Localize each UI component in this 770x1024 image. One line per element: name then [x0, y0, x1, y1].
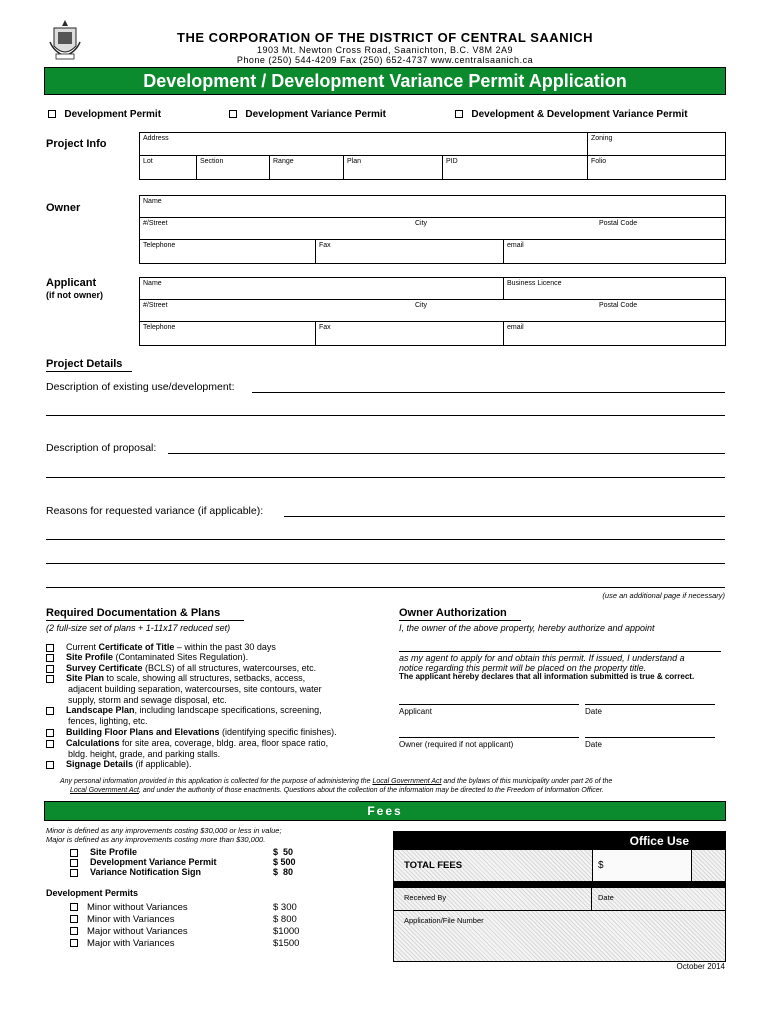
office-use-panel [393, 831, 726, 962]
fee-item[interactable] [70, 847, 137, 857]
authorization-line-4: The applicant hereby declares that all information submitted is true & correct. [399, 672, 695, 681]
fee-item-price: $ 500 [273, 857, 296, 867]
page-title: Development / Development Variance Permit Application [143, 71, 627, 91]
checkbox[interactable] [70, 869, 78, 877]
fee-item-label: Variance Notification Sign [90, 867, 202, 877]
pid-field[interactable]: PID [446, 158, 458, 165]
checkbox[interactable] [46, 654, 54, 662]
fee-item-price: $ 50 [273, 847, 294, 857]
applicant-fax-field[interactable]: Fax [319, 324, 331, 331]
existing-use-line[interactable] [252, 392, 725, 393]
required-doc-item[interactable]: Landscape Plan, including landscape specifications, screening, [46, 705, 322, 715]
owner-telephone-field[interactable]: Telephone [143, 242, 176, 249]
office-use-heading: Office Use [629, 834, 689, 848]
applicant-postal-field[interactable]: Postal Code [599, 302, 638, 309]
checkbox[interactable] [46, 675, 54, 683]
development-permit-price: $ 800 [273, 914, 297, 925]
owner-authorization-heading: Owner Authorization [399, 607, 507, 619]
development-permit-price: $ 300 [273, 902, 297, 913]
applicant-signature-label: Applicant [399, 707, 432, 716]
checkbox[interactable] [46, 644, 54, 652]
agent-name-line[interactable] [399, 651, 721, 652]
total-fees-field[interactable] [592, 850, 692, 881]
applicant-date-label: Date [585, 707, 602, 716]
fees-heading: Fees [367, 804, 403, 818]
checkbox[interactable] [70, 927, 78, 935]
existing-use-line-2[interactable] [46, 415, 725, 416]
received-date-label: Date [598, 893, 614, 902]
required-doc-item[interactable]: Signage Details (if applicable). [46, 759, 192, 769]
owner-date-line[interactable] [585, 737, 715, 738]
development-permit-price: $1500 [273, 938, 300, 949]
landscape-cont: fences, lighting, etc. [68, 716, 148, 726]
owner-name-field[interactable]: Name [143, 198, 162, 205]
existing-use-label: Description of existing use/development: [46, 381, 235, 393]
checkbox[interactable] [229, 110, 237, 118]
authorization-line-1: I, the owner of the above property, hereby authorize and appoint [399, 623, 655, 633]
required-docs-heading: Required Documentation & Plans [46, 607, 221, 619]
lot-field[interactable]: Lot [143, 158, 153, 165]
permit-option-label: Development Permit [64, 109, 162, 120]
required-doc-item[interactable]: Site Profile (Contaminated Sites Regulation). [46, 652, 248, 662]
checkbox[interactable] [70, 903, 78, 911]
owner-signature-label: Owner (required if not applicant) [399, 740, 514, 749]
owner-email-field[interactable]: email [507, 242, 524, 249]
development-permit-label: Minor with Variances [87, 914, 175, 925]
proposal-line[interactable] [168, 453, 725, 454]
organization-name: THE CORPORATION OF THE DISTRICT OF CENTRAL SAANICH [177, 30, 593, 45]
checkbox[interactable] [46, 729, 54, 737]
owner-date-label: Date [585, 740, 602, 749]
privacy-notice-line-1: Any personal information provided in this application is collected for the purpose of administering the Local Government Act and the bylaws of this municipality under part 26 of the [60, 778, 613, 785]
application-number-label: Application/File Number [404, 916, 484, 925]
project-info-grid [139, 132, 726, 180]
owner-signature-line[interactable] [399, 737, 579, 738]
permit-option-label: Development & Development Variance Permit [471, 109, 688, 120]
proposal-line-2[interactable] [46, 477, 725, 478]
calc-cont: bldg. height, grade, and parking stalls. [68, 749, 221, 759]
checkbox[interactable] [46, 761, 54, 769]
organization-contact: Phone (250) 544-4209 Fax (250) 652-4737 www.centralsaanich.ca [236, 55, 534, 65]
form-date: October 2014 [676, 962, 725, 971]
section-field[interactable]: Section [200, 158, 224, 165]
site-plan-cont-2: supply, storm and sewage disposal, etc. [68, 695, 227, 705]
owner-fax-field[interactable]: Fax [319, 242, 331, 249]
office-use-header [394, 832, 725, 850]
applicant-date-line[interactable] [585, 704, 715, 705]
required-doc-item[interactable]: Survey Certificate (BCLS) of all structures, watercourses, etc. [46, 663, 316, 673]
required-doc-item[interactable]: Building Floor Plans and Elevations (identifying specific finishes). [46, 727, 337, 737]
permit-option-variance[interactable] [229, 109, 386, 120]
development-permit-fee-item[interactable] [70, 926, 188, 937]
range-field[interactable]: Range [273, 158, 294, 165]
variance-line[interactable] [284, 516, 725, 517]
development-permit-price: $1000 [273, 926, 300, 937]
zoning-field[interactable]: Zoning [591, 135, 613, 142]
fee-item[interactable] [70, 867, 201, 877]
office-use-divider [394, 881, 725, 888]
variance-reasons-label: Reasons for requested variance (if applicable): [46, 505, 264, 517]
checkbox[interactable] [455, 110, 463, 118]
development-permit-fee-item[interactable] [70, 914, 174, 925]
fees-banner [44, 801, 726, 821]
fee-item[interactable] [70, 857, 217, 867]
fee-item-price: $ 80 [273, 867, 294, 877]
owner-city-field[interactable]: City [415, 220, 428, 227]
required-doc-item[interactable]: Site Plan to scale, showing all structures, setbacks, access, [46, 673, 305, 683]
owner-grid [139, 195, 726, 264]
permit-option-label: Development Variance Permit [245, 109, 386, 120]
variance-line-3[interactable] [46, 563, 725, 564]
applicant-telephone-field[interactable]: Telephone [143, 324, 176, 331]
privacy-notice-line-2: Local Government Act, and under the authority of those enactments. Questions about the collection of the information may be directed to the Freedom of Information Officer. [70, 787, 604, 794]
required-doc-item[interactable]: Calculations for site area, coverage, bldg. area, floor space ratio, [46, 738, 328, 748]
required-docs-sub: (2 full-size set of plans + 1-11x17 reduced set) [46, 623, 231, 633]
checkbox[interactable] [70, 939, 78, 947]
authorization-line-3: notice regarding this permit will be placed on the property title. [399, 663, 647, 673]
applicant-name-field[interactable]: Name [143, 280, 162, 287]
development-permit-label: Major with Variances [87, 938, 175, 949]
total-fees-dollar: $ [598, 860, 604, 871]
project-details-heading: Project Details [46, 358, 123, 370]
authorization-line-2: as my agent to apply for and obtain this permit. If issued, I understand a [399, 653, 685, 663]
checkbox[interactable] [46, 740, 54, 748]
fee-item-label: Site Profile [90, 847, 138, 857]
checkbox[interactable] [70, 915, 78, 923]
additional-page-note: (use an additional page if necessary) [602, 591, 725, 600]
plan-field[interactable]: Plan [347, 158, 362, 165]
variance-line-4[interactable] [46, 587, 725, 588]
folio-field[interactable]: Folio [591, 158, 607, 165]
development-permits-heading: Development Permits [46, 888, 139, 898]
applicant-heading: Applicant [46, 277, 97, 289]
organization-address: 1903 Mt. Newton Cross Road, Saanichton, B.C. V8M 2A9 [256, 45, 514, 55]
applicant-signature-line[interactable] [399, 704, 579, 705]
checkbox[interactable] [46, 707, 54, 715]
received-by-label: Received By [404, 893, 447, 902]
applicant-email-field[interactable]: email [507, 324, 524, 331]
applicant-city-field[interactable]: City [415, 302, 428, 309]
applicant-subheading: (if not owner) [46, 290, 103, 300]
checkbox[interactable] [70, 859, 78, 867]
business-licence-field[interactable]: Business Licence [507, 280, 562, 287]
project-info-heading: Project Info [46, 138, 107, 150]
variance-line-2[interactable] [46, 539, 725, 540]
permit-option-both[interactable] [455, 109, 688, 120]
development-permit-fee-item[interactable] [70, 938, 174, 949]
title-banner [44, 67, 726, 95]
applicant-grid [139, 277, 726, 346]
owner-postal-field[interactable]: Postal Code [599, 220, 638, 227]
address-field[interactable]: Address [143, 135, 169, 142]
total-fees-label: TOTAL FEES [404, 860, 463, 871]
checkbox[interactable] [70, 849, 78, 857]
permit-option-development[interactable] [48, 109, 161, 120]
development-permit-label: Major without Variances [87, 926, 188, 937]
required-doc-item[interactable]: Current Certificate of Title – within the past 30 days [46, 642, 276, 652]
applicant-street-field[interactable]: #/Street [143, 302, 168, 309]
development-permit-fee-item[interactable] [70, 902, 188, 913]
checkbox[interactable] [46, 665, 54, 673]
owner-street-field[interactable]: #/Street [143, 220, 168, 227]
proposal-label: Description of proposal: [46, 442, 157, 454]
minor-definition: Minor is defined as any improvements costing $30,000 or less in value; [46, 826, 282, 835]
site-plan-cont-1: adjacent building separation, watercourses, site contours, water [68, 684, 322, 694]
major-definition: Major is defined as any improvements costing more than $30,000. [46, 835, 266, 844]
fee-item-label: Development Variance Permit [90, 857, 217, 867]
checkbox[interactable] [48, 110, 56, 118]
owner-heading: Owner [46, 202, 81, 214]
development-permit-label: Minor without Variances [87, 902, 188, 913]
